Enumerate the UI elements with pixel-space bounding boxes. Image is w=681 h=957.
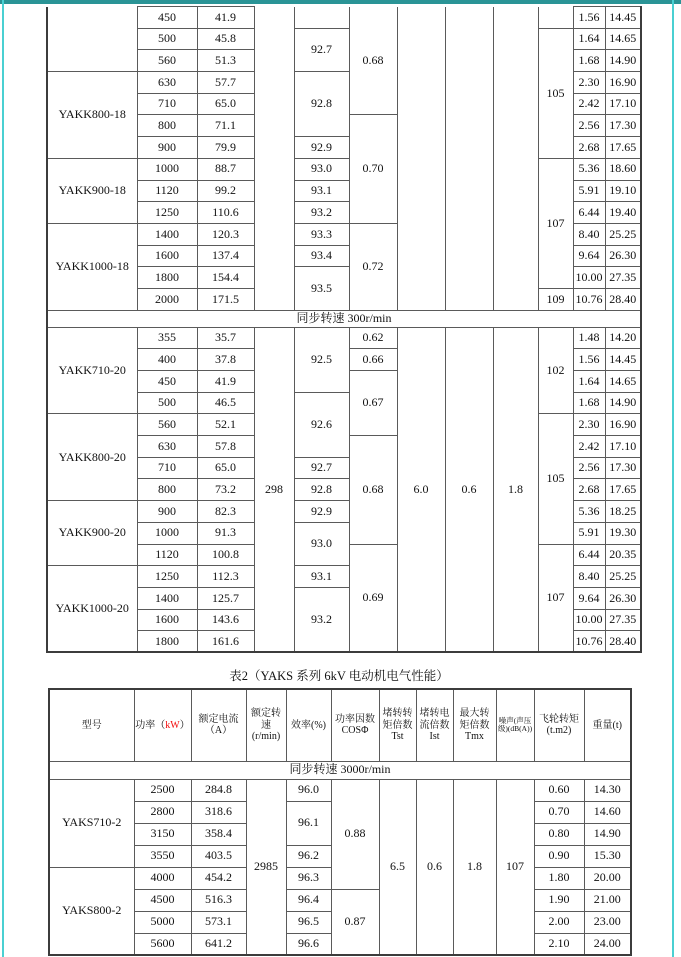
column-header: 额定电流 （A） (191, 689, 246, 761)
table-cell: 14.90 (605, 392, 641, 414)
table-cell: 2.30 (573, 414, 605, 436)
table-cell: 1.8 (453, 779, 496, 955)
table-cell: 14.65 (605, 371, 641, 393)
table-cell: 26.30 (605, 587, 641, 609)
table-cell: 25.25 (605, 566, 641, 588)
table-cell: 6.44 (573, 544, 605, 566)
table-cell: YAKS710-2 (49, 779, 134, 867)
table-cell: YAKK800-20 (47, 414, 137, 501)
table-cell: 450 (137, 371, 197, 393)
table-cell: 1.80 (534, 867, 584, 889)
table-cell: 93.1 (294, 566, 349, 588)
column-header: 堵转电 流倍数 Ist (416, 689, 453, 761)
table-cell: 23.00 (584, 911, 631, 933)
table-cell: 2985 (246, 779, 286, 955)
table-cell: 92.7 (294, 28, 349, 71)
column-header: 最大转 矩倍数 Tmx (453, 689, 496, 761)
table-cell: 450 (137, 7, 197, 29)
table-cell: 0.88 (331, 779, 379, 889)
table-cell: 52.1 (197, 414, 254, 436)
table-cell: 2.00 (534, 911, 584, 933)
table-cell: 4000 (134, 867, 191, 889)
table-cell: 17.30 (605, 115, 641, 137)
table-cell: 9.64 (573, 245, 605, 267)
table-cell: 0.68 (349, 436, 397, 544)
table-cell: 17.30 (605, 457, 641, 479)
table-cell: 2.68 (573, 479, 605, 501)
table-cell: 14.20 (605, 327, 641, 349)
table-cell: 0.6 (416, 779, 453, 955)
table-cell: 107 (496, 779, 534, 955)
table-cell: 93.5 (294, 267, 349, 310)
table-cell: 900 (137, 501, 197, 523)
table-cell: 1000 (137, 522, 197, 544)
table-cell: 9.64 (573, 587, 605, 609)
column-header: 堵转转 矩倍数 Tst (379, 689, 416, 761)
table-cell: 25.25 (605, 223, 641, 245)
table-cell: 800 (137, 115, 197, 137)
table-cell: 0.66 (349, 349, 397, 371)
table-cell: 100.8 (197, 544, 254, 566)
table-cell: 3550 (134, 845, 191, 867)
table-cell (493, 7, 538, 311)
table-cell: 96.4 (286, 889, 331, 911)
table-cell: 0.70 (349, 115, 397, 223)
table-cell: 14.60 (584, 801, 631, 823)
table-cell: 92.8 (294, 479, 349, 501)
table-cell: 2.68 (573, 137, 605, 159)
table-cell: 1400 (137, 587, 197, 609)
table-cell: 125.7 (197, 587, 254, 609)
table-cell: 2.30 (573, 72, 605, 94)
table-cell: 24.00 (584, 933, 631, 955)
table-cell: 2.42 (573, 436, 605, 458)
table-cell: 1.56 (573, 7, 605, 29)
table-cell: 105 (538, 28, 573, 158)
table-cell: 1.68 (573, 50, 605, 72)
table-cell: 710 (137, 457, 197, 479)
table-cell: 900 (137, 137, 197, 159)
table-cell: 10.00 (573, 609, 605, 631)
table-cell: 8.40 (573, 566, 605, 588)
table-cell: 96.3 (286, 867, 331, 889)
table-cell: 2800 (134, 801, 191, 823)
table-cell: 17.65 (605, 137, 641, 159)
column-header: 效率(%) (286, 689, 331, 761)
table-cell: 20.00 (584, 867, 631, 889)
table-cell: 93.0 (294, 158, 349, 180)
table-cell: 82.3 (197, 501, 254, 523)
table-cell: 92.9 (294, 137, 349, 159)
table-cell: 28.40 (605, 288, 641, 310)
table-cell: 37.8 (197, 349, 254, 371)
table-cell: 102 (538, 327, 573, 414)
table-cell: 500 (137, 392, 197, 414)
table-cell: 0.72 (349, 223, 397, 310)
table-cell: 800 (137, 479, 197, 501)
table-cell: YAKS800-2 (49, 867, 134, 955)
table-cell: 0.70 (534, 801, 584, 823)
column-header: 功率因数 COSΦ (331, 689, 379, 761)
table-cell: 41.9 (197, 7, 254, 29)
table-cell: 27.35 (605, 609, 641, 631)
table-cell: 1.8 (493, 327, 538, 652)
table-cell: 0.62 (349, 327, 397, 349)
table-cell: 88.7 (197, 158, 254, 180)
column-header: 噪声(声压 级)(dB(A)) (496, 689, 534, 761)
table-cell: 112.3 (197, 566, 254, 588)
table-cell: 18.25 (605, 501, 641, 523)
table-cell: 400 (137, 349, 197, 371)
table-cell: 710 (137, 93, 197, 115)
table-cell: 93.3 (294, 223, 349, 245)
table-cell: 16.90 (605, 72, 641, 94)
table-cell: 19.40 (605, 202, 641, 224)
sync-speed-section-label: 同步转速 300r/min (47, 310, 641, 327)
table-cell: 2000 (137, 288, 197, 310)
table-cell: 10.76 (573, 631, 605, 653)
table-cell: 28.40 (605, 631, 641, 653)
table-cell: 120.3 (197, 223, 254, 245)
table-cell: 5.91 (573, 522, 605, 544)
table-cell: 17.65 (605, 479, 641, 501)
table-cell: YAKK900-20 (47, 501, 137, 566)
table-cell: 5.91 (573, 180, 605, 202)
table-cell: 105 (538, 414, 573, 544)
table-cell: 403.5 (191, 845, 246, 867)
table-cell: 1250 (137, 566, 197, 588)
table-cell: 16.90 (605, 414, 641, 436)
table-cell: 17.10 (605, 93, 641, 115)
table-cell: 560 (137, 50, 197, 72)
table-cell: 93.4 (294, 245, 349, 267)
yakk-motor-table-continued (46, 6, 642, 653)
table-cell: YAKK1000-20 (47, 566, 137, 653)
table-cell: 57.7 (197, 72, 254, 94)
table-cell: 35.7 (197, 327, 254, 349)
table-cell: 6.44 (573, 202, 605, 224)
table-cell: YAKK800-18 (47, 72, 137, 159)
sync-speed-section-label: 同步转速 3000r/min (49, 761, 631, 779)
column-header: 功率（kW） (134, 689, 191, 761)
table-cell: 17.10 (605, 436, 641, 458)
table-cell: 0.6 (445, 327, 493, 652)
table-cell: 1600 (137, 609, 197, 631)
table-cell: 0.87 (331, 889, 379, 955)
yaks-motor-table (48, 688, 632, 956)
table-cell: 109 (538, 288, 573, 310)
table-cell: 10.00 (573, 267, 605, 289)
table-cell: 92.5 (294, 327, 349, 392)
table-cell: 2.56 (573, 115, 605, 137)
table-cell: 14.45 (605, 349, 641, 371)
table-cell: 107 (538, 158, 573, 288)
table-cell: 1120 (137, 180, 197, 202)
table-cell: 1.90 (534, 889, 584, 911)
table-cell (538, 7, 573, 29)
table-cell: 96.5 (286, 911, 331, 933)
table-cell: 560 (137, 414, 197, 436)
top-teal-bar (0, 0, 681, 4)
table-cell: 5600 (134, 933, 191, 955)
table-cell: 92.7 (294, 457, 349, 479)
table-cell: 5.36 (573, 501, 605, 523)
table-cell: 143.6 (197, 609, 254, 631)
table-cell: YAKK1000-18 (47, 223, 137, 310)
table-cell: 79.9 (197, 137, 254, 159)
table-cell: 358.4 (191, 823, 246, 845)
table-cell: 19.30 (605, 522, 641, 544)
table-cell: 65.0 (197, 93, 254, 115)
table-cell: 14.90 (584, 823, 631, 845)
column-header: 型号 (49, 689, 134, 761)
table-cell: 14.65 (605, 28, 641, 50)
unit-highlight: kW (165, 719, 180, 731)
page-left-border (2, 0, 4, 957)
table-cell: 92.8 (294, 72, 349, 137)
table-cell (47, 7, 137, 72)
column-header: 额定转速 (r/min) (246, 689, 286, 761)
table-cell: 91.3 (197, 522, 254, 544)
table-cell: 137.4 (197, 245, 254, 267)
table-cell: 2.10 (534, 933, 584, 955)
table-cell: 3150 (134, 823, 191, 845)
table-cell: 298 (254, 327, 294, 652)
table-cell: 318.6 (191, 801, 246, 823)
table-cell: 161.6 (197, 631, 254, 653)
table-cell: 1.64 (573, 28, 605, 50)
table-cell: 20.35 (605, 544, 641, 566)
table-cell: 15.30 (584, 845, 631, 867)
table-cell: 1.56 (573, 349, 605, 371)
table-cell: 96.0 (286, 779, 331, 801)
table-cell: 6.5 (379, 779, 416, 955)
table-cell: 14.90 (605, 50, 641, 72)
table-cell: 51.3 (197, 50, 254, 72)
table-cell: 1.68 (573, 392, 605, 414)
page-right-border (672, 0, 674, 957)
table-cell: 0.60 (534, 779, 584, 801)
table-cell: 8.40 (573, 223, 605, 245)
table2-title: 表2（YAKS 系列 6kV 电动机电气性能） (229, 669, 449, 683)
table-cell: 4500 (134, 889, 191, 911)
table-cell: 65.0 (197, 457, 254, 479)
table-cell: 93.2 (294, 587, 349, 652)
table-cell: 26.30 (605, 245, 641, 267)
table-cell (397, 7, 445, 311)
table-cell: 93.1 (294, 180, 349, 202)
table-cell: 284.8 (191, 779, 246, 801)
table-cell: 110.6 (197, 202, 254, 224)
table-cell: 1120 (137, 544, 197, 566)
table-cell: 27.35 (605, 267, 641, 289)
table-cell: 500 (137, 28, 197, 50)
table-cell: 1.48 (573, 327, 605, 349)
table-cell: 73.2 (197, 479, 254, 501)
table-cell: 630 (137, 72, 197, 94)
table-cell: 454.2 (191, 867, 246, 889)
table-cell: 6.0 (397, 327, 445, 652)
table-cell: 18.60 (605, 158, 641, 180)
table-cell (294, 7, 349, 29)
table-cell: 1.64 (573, 371, 605, 393)
table-cell: 19.10 (605, 180, 641, 202)
table-cell: 14.30 (584, 779, 631, 801)
table-cell: 1800 (137, 631, 197, 653)
table-cell: 93.2 (294, 202, 349, 224)
table-cell: 93.0 (294, 522, 349, 565)
table-cell: 0.67 (349, 371, 397, 436)
table-cell (254, 7, 294, 311)
table-cell: 516.3 (191, 889, 246, 911)
table-cell: 641.2 (191, 933, 246, 955)
table-cell: 0.68 (349, 7, 397, 115)
table-cell: 92.9 (294, 501, 349, 523)
table-cell: 171.5 (197, 288, 254, 310)
column-header: 重量(t) (584, 689, 631, 761)
table-cell: 71.1 (197, 115, 254, 137)
table-cell: 2.56 (573, 457, 605, 479)
table-cell: 154.4 (197, 267, 254, 289)
table-cell: 10.76 (573, 288, 605, 310)
table-cell: 5.36 (573, 158, 605, 180)
table-cell: 0.80 (534, 823, 584, 845)
table-cell: 2500 (134, 779, 191, 801)
column-header: 飞轮转矩 (t.m2) (534, 689, 584, 761)
table-cell: 5000 (134, 911, 191, 933)
table-cell: 14.45 (605, 7, 641, 29)
table-cell: YAKK900-18 (47, 158, 137, 223)
table-cell: YAKK710-20 (47, 327, 137, 414)
table-cell: 96.1 (286, 801, 331, 845)
table-cell: 0.90 (534, 845, 584, 867)
table-cell: 96.2 (286, 845, 331, 867)
table-cell: 45.8 (197, 28, 254, 50)
table-cell: 1600 (137, 245, 197, 267)
table-cell: 1400 (137, 223, 197, 245)
table-cell: 1800 (137, 267, 197, 289)
table-cell: 1250 (137, 202, 197, 224)
table-cell: 630 (137, 436, 197, 458)
table-cell: 355 (137, 327, 197, 349)
table-cell: 46.5 (197, 392, 254, 414)
table-cell: 96.6 (286, 933, 331, 955)
table-cell: 41.9 (197, 371, 254, 393)
table-cell: 2.42 (573, 93, 605, 115)
table-cell: 573.1 (191, 911, 246, 933)
table-cell: 92.6 (294, 392, 349, 457)
table-cell: 1000 (137, 158, 197, 180)
table-cell: 21.00 (584, 889, 631, 911)
table-cell: 0.69 (349, 544, 397, 652)
table-cell: 107 (538, 544, 573, 652)
table-cell: 99.2 (197, 180, 254, 202)
table-cell: 57.8 (197, 436, 254, 458)
table-cell (445, 7, 493, 311)
